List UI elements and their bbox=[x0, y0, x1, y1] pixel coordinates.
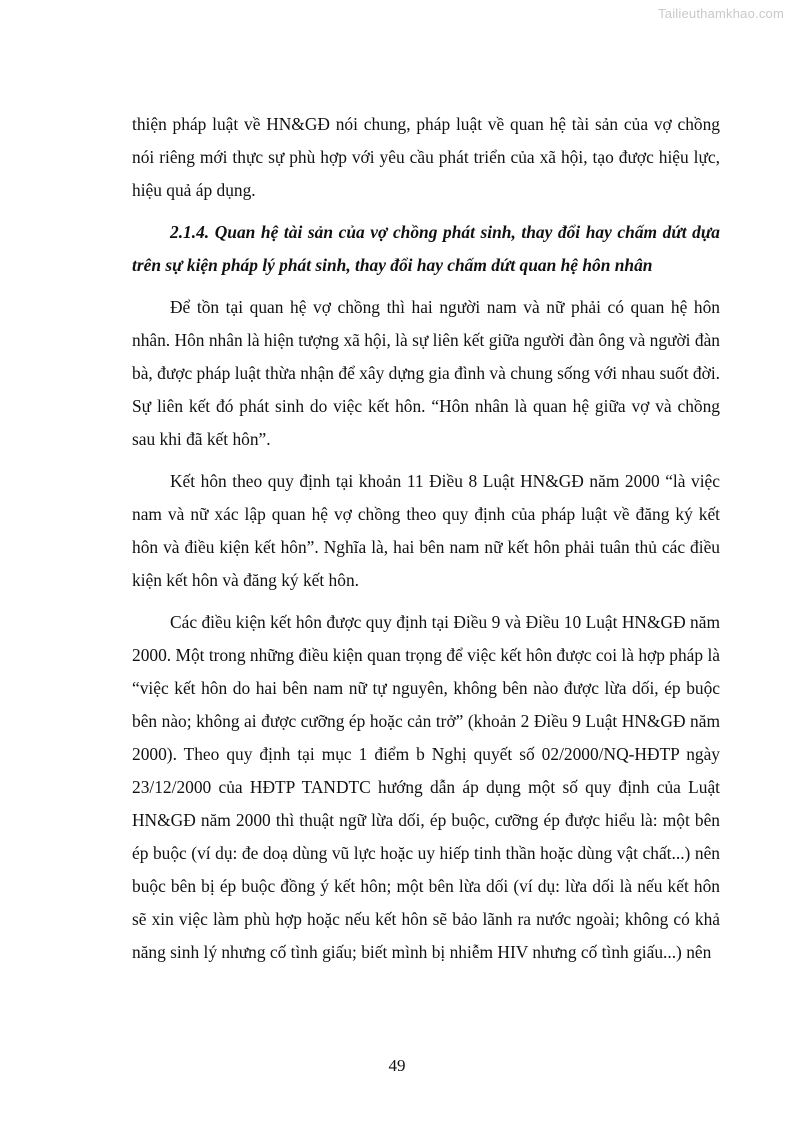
page-number: 49 bbox=[388, 1056, 406, 1075]
paragraph: Kết hôn theo quy định tại khoản 11 Điều 8 Luật HN&GĐ năm 2000 “là việc nam và nữ xác lập quan hệ vợ chồng theo quy định của pháp luật về đăng ký kết hôn và điều kiện kết hôn”. Nghĩa là, hai bên nam nữ kết hôn phải tuân thủ các điều kiện kết hôn và đăng ký kết hôn. bbox=[132, 471, 720, 590]
paragraph-continuation: thiện pháp luật về HN&GĐ nói chung, pháp luật về quan hệ tài sản của vợ chồng nói riêng mới thực sự phù hợp với yêu cầu phát triển của xã hội, tạo được hiệu lực, hiệu quả áp dụng. bbox=[132, 114, 720, 200]
paragraph: Các điều kiện kết hôn được quy định tại Điều 9 và Điều 10 Luật HN&GĐ năm 2000. Một trong những điều kiện quan trọng để việc kết hôn được coi là hợp pháp là “việc kết hôn do hai bên nam nữ tự nguyên, không bên nào được lừa dối, ép buộc bên nào; không ai được cưỡng ép hoặc cản trở” (khoản 2 Điều 9 Luật HN&GĐ năm 2000). Theo quy định tại mục 1 điểm b Nghị quyết số 02/2000/NQ-HĐTP ngày 23/12/2000 của HĐTP TANDTC hướng dẫn áp dụng một số quy định của Luật HN&GĐ năm 2000 thì thuật ngữ lừa dối, ép buộc, cưỡng ép được hiểu là: một bên ép buộc (ví dụ: đe doạ dùng vũ lực hoặc uy hiếp tinh thần hoặc dùng vật chất...) nên buộc bên bị ép buộc đồng ý kết hôn; một bên lừa dối (ví dụ: lừa dối là nếu kết hôn sẽ xin việc làm phù hợp hoặc nếu kết hôn sẽ bảo lãnh ra nước ngoài; không có khả năng sinh lý nhưng cố tình giấu; biết mình bị nhiễm HIV nhưng cố tình giấu...) nên bbox=[132, 612, 720, 962]
section-heading: 2.1.4. Quan hệ tài sản của vợ chồng phát sinh, thay đổi hay chấm dứt dựa trên sự kiện pháp lý phát sinh, thay đổi hay chấm dứt quan hệ hôn nhân bbox=[132, 222, 720, 275]
watermark-text: Tailieuthamkhao.com bbox=[658, 6, 784, 21]
document-body bbox=[132, 108, 720, 978]
paragraph: Để tồn tại quan hệ vợ chồng thì hai người nam và nữ phải có quan hệ hôn nhân. Hôn nhân là hiện tượng xã hội, là sự liên kết giữa người đàn ông và người đàn bà, được pháp luật thừa nhận để xây dựng gia đình và chung sống với nhau suốt đời. Sự liên kết đó phát sinh do việc kết hôn. “Hôn nhân là quan hệ giữa vợ và chồng sau khi đã kết hôn”. bbox=[132, 297, 720, 449]
